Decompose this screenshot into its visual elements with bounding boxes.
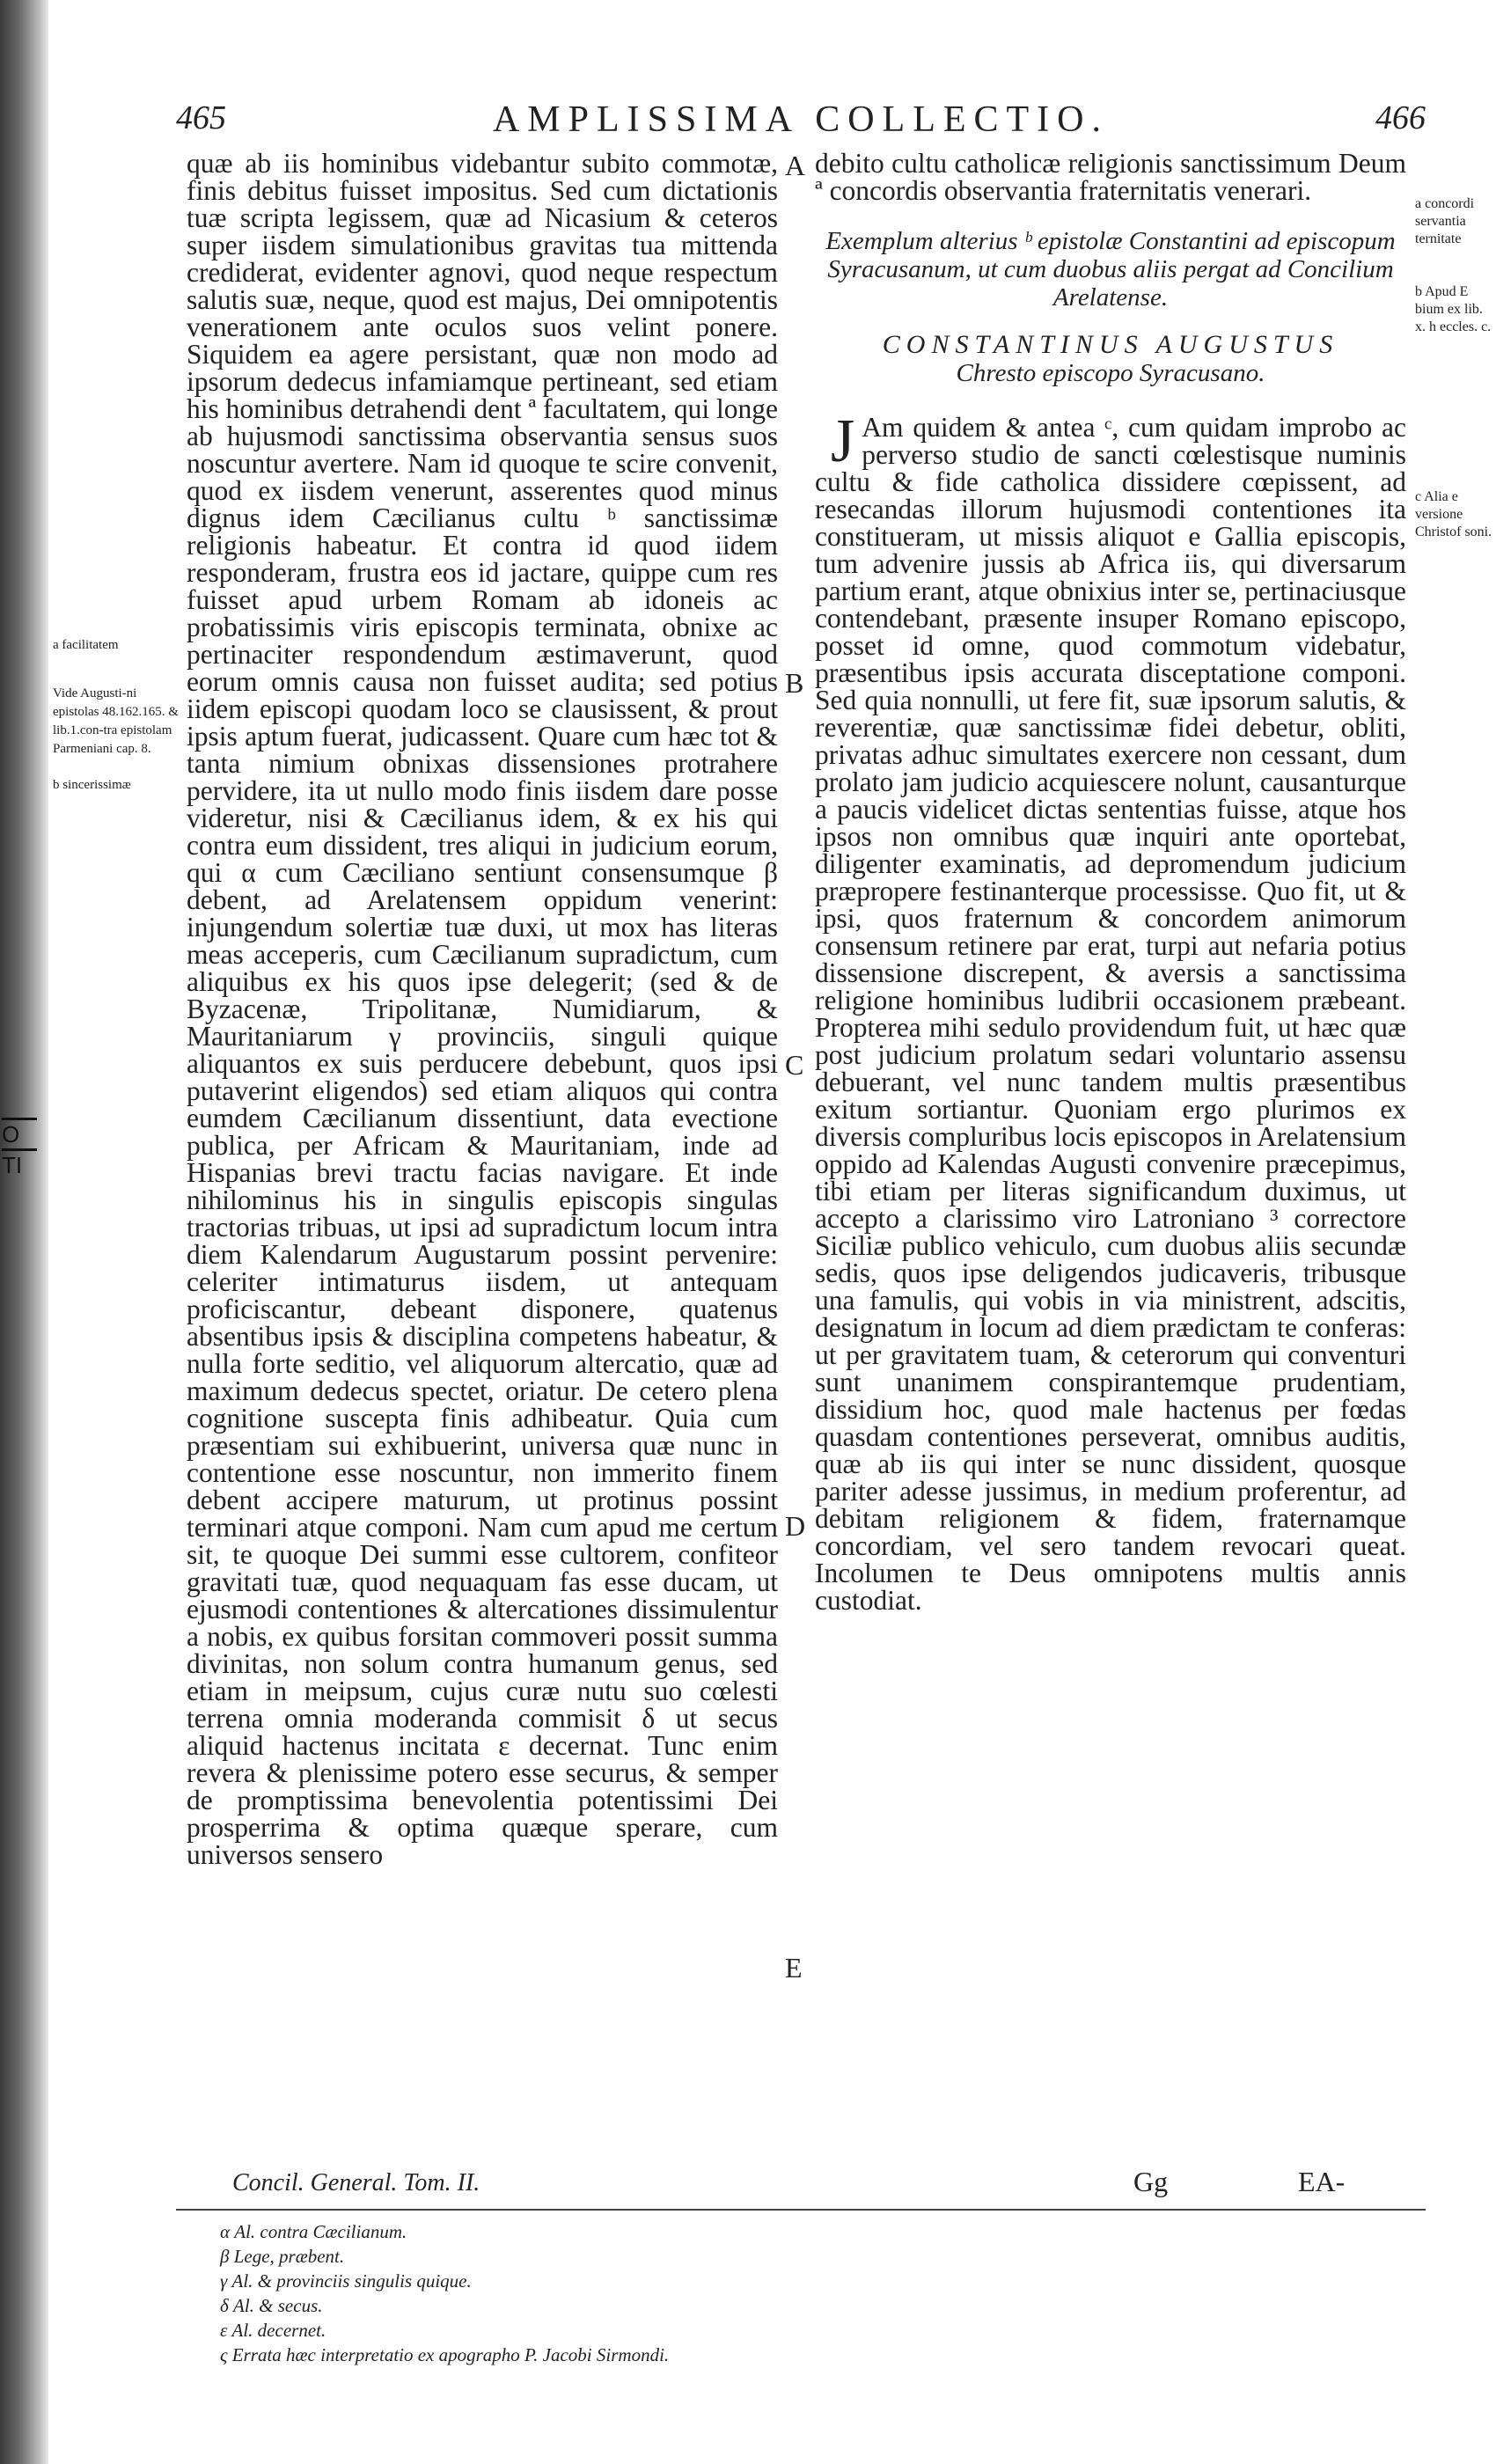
footnote-stigma: ς Errata hæc interpretatio ex apographo P. Jacobi Sirmondi. [220, 2344, 670, 2365]
footnote-beta: β Lege, præbent. [220, 2246, 345, 2267]
letter-addressee: Chresto episcopo Syracusano. [956, 359, 1265, 387]
section-letter-b: B [785, 667, 804, 699]
page-header [176, 99, 1426, 143]
left-margin-note-1: a facilitatem [53, 638, 119, 652]
gutter-mark-line-2: TI [2, 1152, 23, 1178]
catchword: EA- [1298, 2166, 1346, 2197]
right-text-column [815, 148, 1406, 1616]
left-text-column [187, 150, 778, 2182]
page-number-right: 466 [1375, 99, 1426, 136]
section-letter-c: C [785, 1049, 804, 1081]
right-column-body-text: Am quidem & antea ᶜ, cum quidam improbo ac perverso studio de sancti cœlestisque numinis cultu & fide catholica dissidere cœpissent, ad resecandas illorum hujusmodi contentiones ita constitueram, ut missis aliquot e Gallia episcopis, tum advenire jussis ab Africa iis, qui diversarum partium erant, atque obnixius inter se, pertinaciusque contendebant, præsente insuper Romano episcopo, posset id omne, quod commotum videbatur, præsentibus ipsis accurata disceptatione componi. Sed quia nonnulli, ut fere fit, suæ ipsorum salutis, & reverentiæ, quæ sanctissimæ fidei debetur, obliti, privatas adhuc simultates exercere non cessant, dum prolato jam judicio acquiescere nolunt, causanturque a paucis videlicet dictas sententias fuisse, atque hos ipsos non omnibus quæ inquiri ante oportebat, diligenter examinatis, ad depromendum judicium præpropere festinanterque processisse. Quo fit, ut & ipsi, quos fraternum & concordem animorum consensum retinere par erat, turpi aut nefaria potius dissensione discrepent, & aversis a sanctissima religione hominibus ludibrii occasionem præbeant. Propterea mihi sedulo providendum fuit, ut hæc quæ post judicium prolatum sedari voluntario assensu debuerant, vel nunc tandem multis præsentibus exitum sortiantur. Quoniam ergo plurimos ex diversis compluribus locis episcopos in Arelatensium oppido ad Kalendas Augusti convenire præcepimus, tibi etiam per literas significandum duximus, ut accepto a clarissimo viro Latroniano ³ correctore Siciliæ publico vehiculo, cum duobus aliis secundæ sedis, quos ipse deligendos judicaveris, tribusque una famulis, qui vobis in via ministrent, adscitis, designatum in locum ad diem prædictam te conferas: ut per gravitatem tuam, & ceterorum qui conventuri sunt unanimem conspirantemque prudentiam, dissidium hoc, quod male hactenus per fœdas quasdam contentiones perseverat, omnibus auditis, quæ ab iis qui inter se nunc dissident, quosque pariter adesse jussimus, in medium proferentur, ad debitam religionem & fidem, fraternamque concordiam, vel sero tandem revocari queat. Incolumen te Deus omnipotens multis annis custodiat. [815, 412, 1406, 1616]
signature-mark: Gg [1133, 2166, 1169, 2197]
left-margin-note-2: Vide Augusti-ni epistolas 48.162.165. & lib.1.con-tra epistolam Parmeniani cap. 8. [53, 686, 179, 756]
right-column-opening: debito cultu catholicæ religionis sanctissimum Deum ª concordis observantia fraternitatis venerari. [815, 148, 1406, 206]
right-column-body [815, 407, 1406, 1616]
section-letter-a: A [785, 150, 806, 181]
source-line: Concil. General. Tom. II. [232, 2169, 480, 2196]
running-title: AMPLISSIMA COLLECTIO. [492, 99, 1110, 140]
letter-author: CONSTANTINUS AUGUSTUS [882, 330, 1339, 359]
drop-cap: J [831, 407, 855, 475]
right-margin-note-3: c Alia e versione Christof soni. [1415, 489, 1492, 539]
section-letter-e: E [785, 1952, 803, 1984]
section-letter-d: D [785, 1510, 806, 1542]
letter-heading: Exemplum alterius ᵇ epistolæ Constantini ad episcopum Syracusanum, ut cum duobus aliis pergat ad Concilium Arelatense. [825, 227, 1396, 312]
right-margin-note-2: b Apud E bium ex lib. x. h eccles. c. [1415, 284, 1492, 334]
gutter-mark-line-1: O [2, 1121, 20, 1148]
section-letter-markers [785, 150, 811, 2174]
left-margin-note-3: b sincerissimæ [53, 778, 131, 792]
footnote-epsilon: ε Al. decernet. [220, 2320, 326, 2341]
footnote-rule [176, 2209, 1426, 2211]
footnote-alpha: α Al. contra Cæcilianum. [220, 2221, 407, 2242]
footnote-delta: δ Al. & secus. [220, 2295, 323, 2316]
footnotes [220, 2219, 1276, 2367]
footnote-gamma: γ Al. & provinciis singulis quique. [220, 2270, 472, 2292]
page-number-left: 465 [176, 99, 226, 136]
right-margin-note-1: a concordi servantia ternitate [1415, 196, 1475, 246]
left-column-text: quæ ab iis hominibus videbantur subito commotæ, finis debitus fuisset impositus. Sed cum dictationis tuæ scripta legissem, quæ ad Nicasium & ceteros super iisdem simulationibus gravitas tua mittenda crediderat, evidenter agnovi, quod neque respectum salutis suæ, neque, quod est majus, Dei omnipotentis venerationem ante oculos suos velint ponere. Siquidem ea agere persistant, quæ non modo ad ipsorum dedecus infamiamque pertineant, sed etiam his hominibus detrahendi dent ª facultatem, qui longe ab hujusmodi sanctissima observantia sensus suos noscuntur avertere. Nam id quoque te scire convenit, quod ex iisdem venerunt, asserentes quod minus dignus idem Cæcilianus cultu ᵇ sanctissimæ religionis habeatur. Et contra id quod iidem responderam, frustra eos id jactare, quippe cum res fuisset apud urbem Romam ab idoneis ac probatissimis viris episcopis terminata, obnixe ac pertinaciter respondendum æstimaverunt, quod eorum omnis causa non fuisset audita; sed potius iidem episcopi quodam loco se clausissent, & prout ipsis aptum fuerat, judicassent. Quare cum hæc tot & tanta nimium obnixas dissensiones protrahere pervidere, ita ut nullo modo finis iisdem dare posse videretur, nisi & Cæcilianus idem, & ex his qui contra eum dissident, tres aliqui in judicium eorum, qui α cum Cæciliano sentiunt consensumque β debent, ad Arelatensem oppidum venerint: injungendum solertiæ tuæ duxi, ut mox has literas meas acceperis, cum Cæcilianum supradictum, cum aliquibus ex his quos ipse delegerit; (sed & de Byzacenæ, Tripolitanæ, Numidiarum, & Mauritaniarum γ provinciis, singuli quique aliquantos ex suis perducere debebunt, quos ipsi putaverint eligendos) sed etiam aliquos qui contra eumdem Cæcilianum dissentiunt, data evectione publica, per Africam & Mauritaniam, inde ad Hispanias brevi tractu facias navigare. Et inde nihilominus his in singulis episcopis singulas tractorias tribuas, ut ipsi ad supradictum locum intra diem Kalendarum Augustarum possint pervenire: celeriter intimaturus iisdem, ut antequam proficiscantur, debeant disponere, quatenus absentibus ipsis & disciplina competens habeatur, & nulla forte seditio, vel aliquorum altercatio, quæ ad maximum dedecus spectet, oriatur. De cetero plena cognitione suscepta finis adhibeatur. Quia cum præsentiam sui exhibuerint, universa quæ nunc in contentione esse noscuntur, non immerito finem debent accipere maturum, ut protinus possint terminari atque componi. Nam cum apud me certum sit, te quoque Dei summi esse cultorem, confiteor gravitati tuæ, quod nequaquam fas esse ducam, ut ejusmodi contentiones & altercationes dissimulentur a nobis, ex quibus forsitan commoveri possit summa divinitas, non solum contra humanum genus, sed etiam in meipsum, cujus curæ nutu suo cœlesti terrena omnia moderanda commisit δ ut secus aliquid hactenus incitata ε decernat. Tunc enim revera & plenissime potero esse securus, & semper de promptissima benevolentia potentissimi Dei prosperrima & optima quæque sperare, cum universos sensero [187, 148, 778, 1870]
